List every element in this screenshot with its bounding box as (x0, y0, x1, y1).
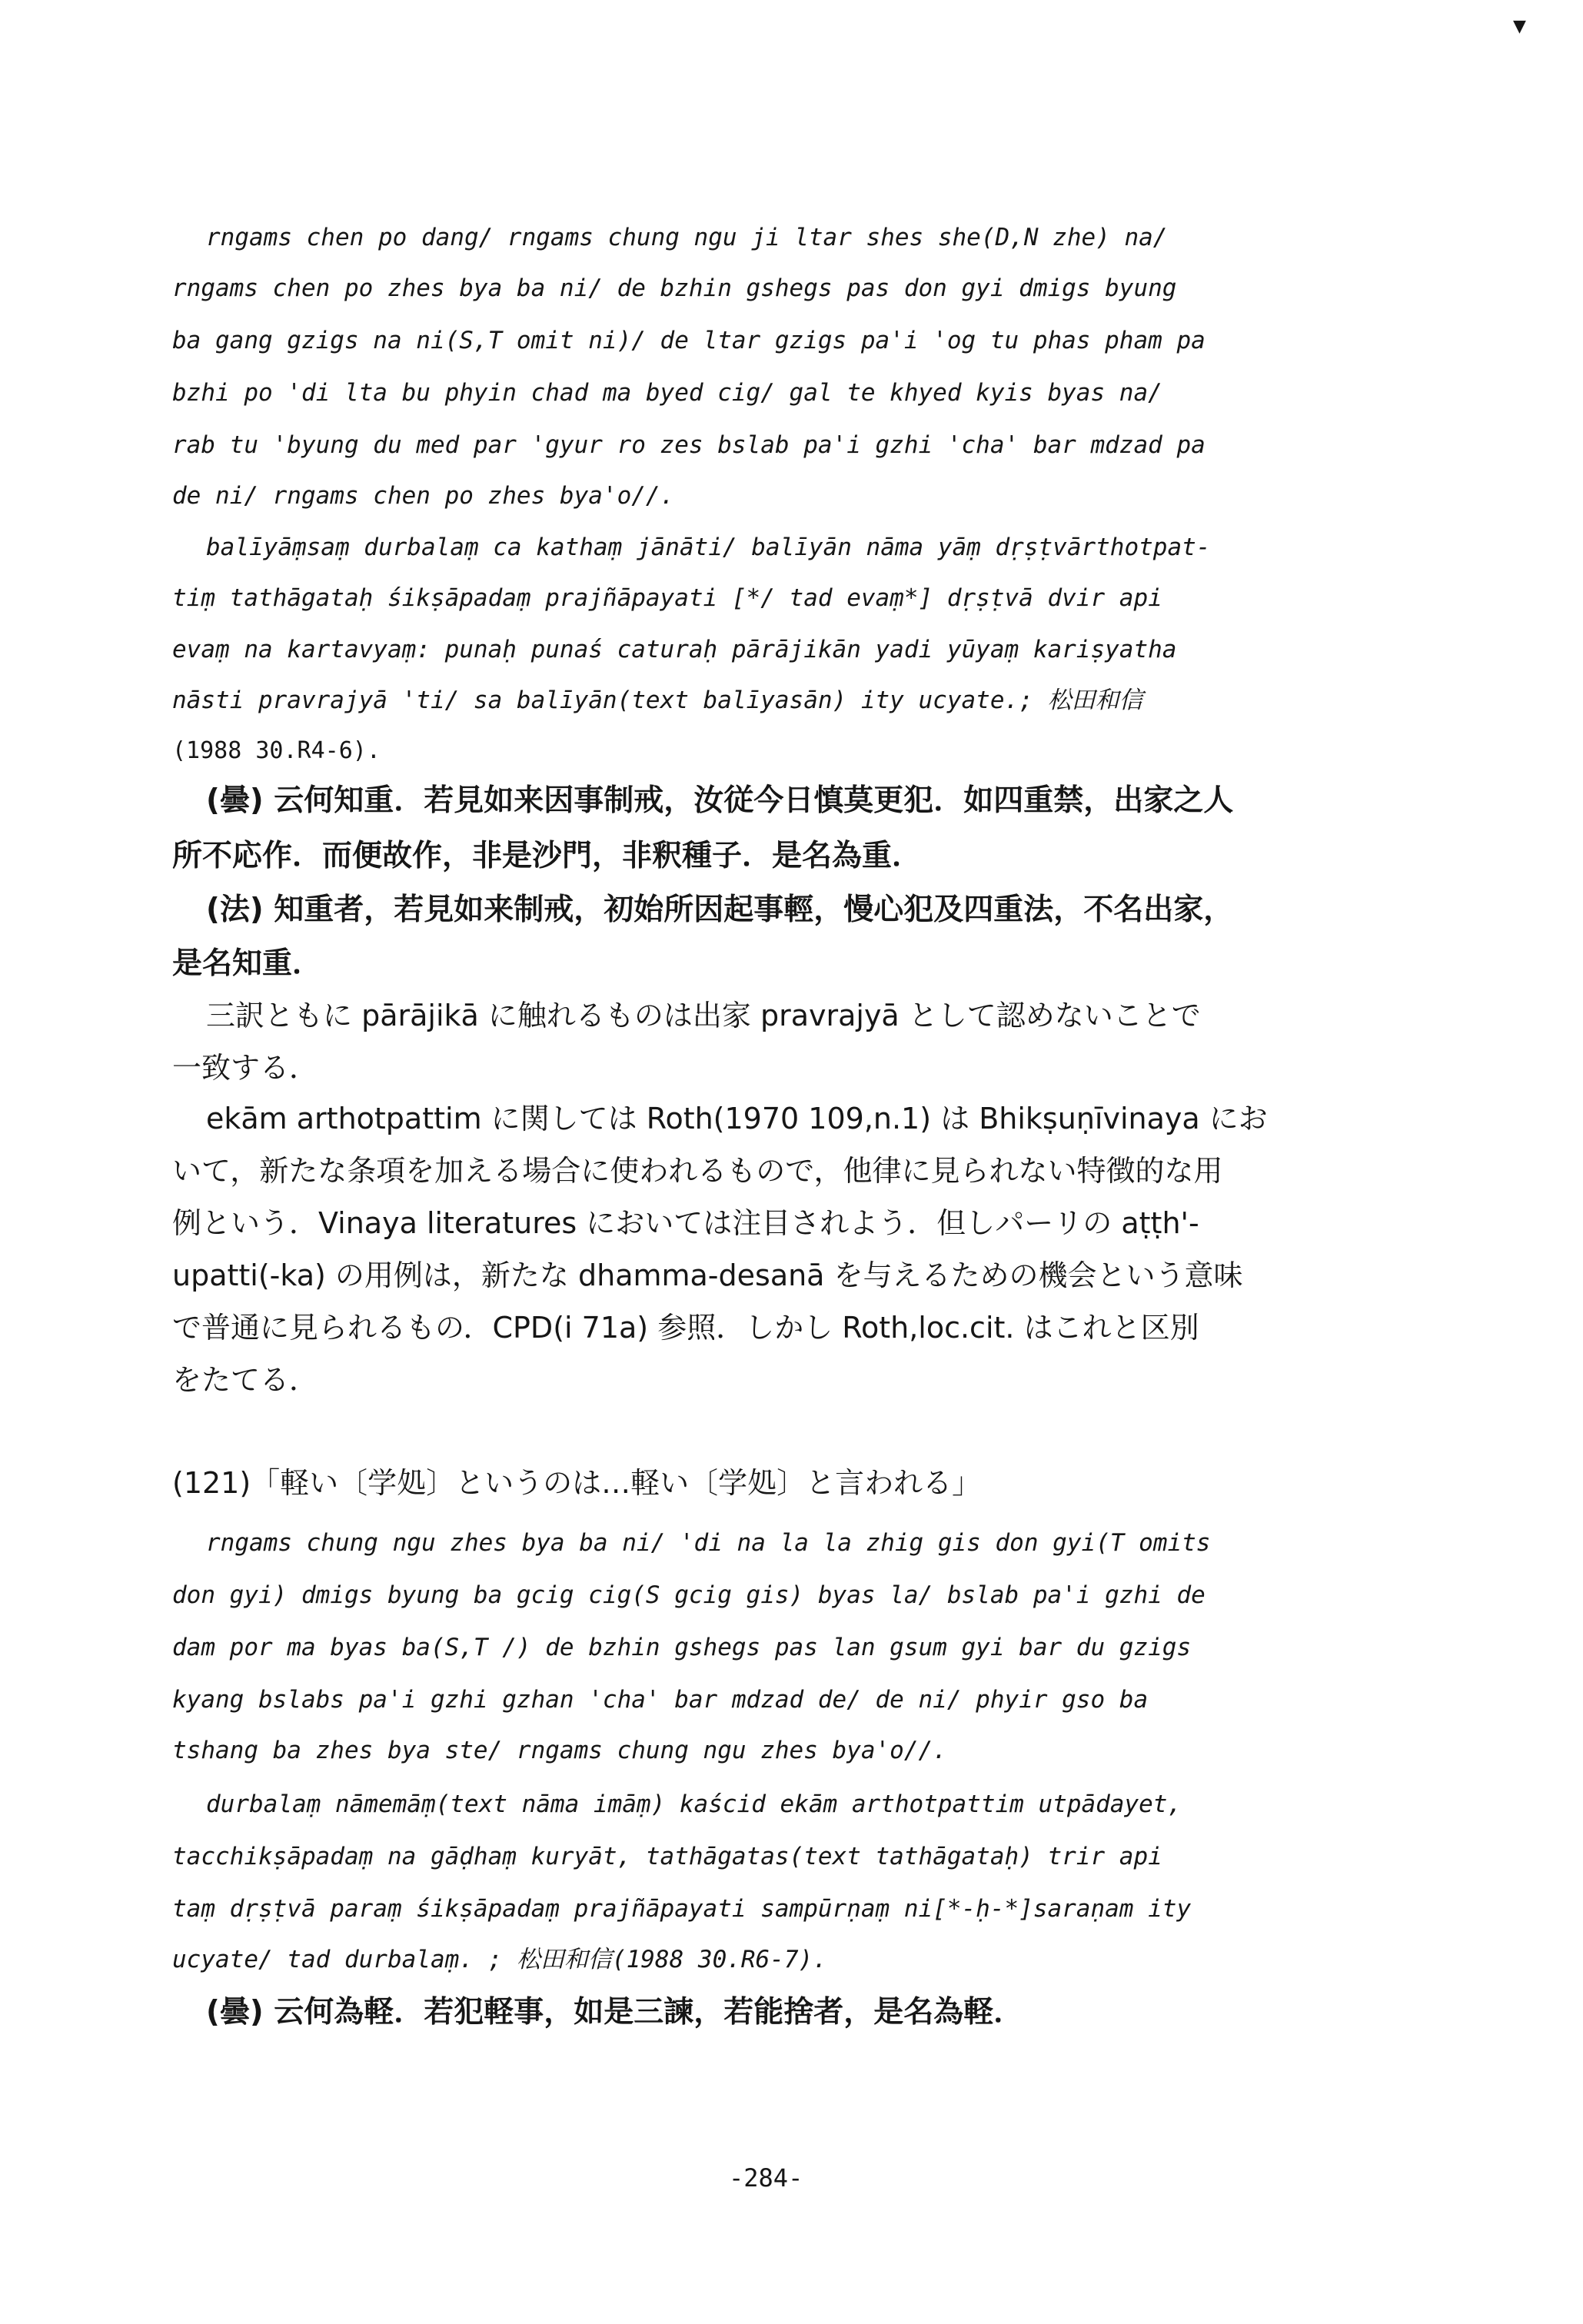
corner-mark: ▼ (1513, 17, 1526, 36)
japanese-line: で普通に見られるもの．CPD(i 71a) 参照．しかし Roth,loc.cit. はこれと区別 (172, 1311, 1199, 1345)
sanskrit-line: taṃ dṛṣṭvā paraṃ śikṣāpadaṃ prajñāpayati sampūrṇaṃ ni[*-ḥ-*]saraṇam ity (172, 1895, 1192, 1923)
tibetan-line: ba gang gzigs na ni(S,T omit ni)/ de ltar gzigs pa'i 'og tu phas pham pa (172, 327, 1206, 354)
tibetan-line: don gyi) dmigs byung ba gcig cig(S gcig gis) byas la/ bslab pa'i gzhi de (172, 1581, 1206, 1609)
chinese-line: (法) 知重者，若見如来制戒，初始所因起事輕，慢心犯及四重法，不名出家， (206, 893, 1234, 927)
sanskrit-line: ucyate/ tad durbalaṃ. ; 松田和信(1988 30.R6-7). (172, 1946, 827, 1973)
japanese-line: いて，新たな条項を加える場合に使われるもので，他律に見られない特徴的な用 (172, 1154, 1223, 1188)
tibetan-line: rngams chen po zhes bya ba ni/ de bzhin gshegs pas don gyi dmigs byung (172, 274, 1177, 302)
sanskrit-line: tiṃ tathāgataḥ śikṣāpadaṃ prajñāpayati [*/ tad evaṃ*] dṛṣṭvā dvir api (172, 584, 1162, 612)
chinese-line: 是名知重． (172, 946, 323, 981)
japanese-line: をたてる． (172, 1363, 319, 1397)
japanese-line: 例という．Vinaya literatures においては注目されよう．但しパーリの aṭṭh'- (172, 1206, 1199, 1240)
tibetan-line: rngams chen po dang/ rngams chung ngu ji ltar shes she(D,N zhe) na/ (206, 224, 1168, 251)
sanskrit-line: nāsti pravrajyā 'ti/ sa balīyān(text balīyasān) ity ucyate.; 松田和信 (172, 687, 1143, 714)
tibetan-line: rab tu 'byung du med par 'gyur ro zes bslab pa'i gzhi 'cha' bar mdzad pa (172, 431, 1206, 459)
tibetan-line: dam por ma byas ba(S,T /) de bzhin gshegs pas lan gsum gyi bar du gzigs (172, 1634, 1192, 1661)
chinese-line: 所不応作．而便故作，非是沙門，非釈種子．是名為重． (172, 839, 923, 873)
tibetan-line: rngams chung ngu zhes bya ba ni/ 'di na la la zhig gis don gyi(T omits (206, 1529, 1211, 1557)
tibetan-line: bzhi po 'di lta bu phyin chad ma byed cig/ gal te khyed kyis byas na/ (172, 379, 1162, 407)
page-number: -284- (729, 2163, 803, 2193)
tibetan-line: de ni/ rngams chen po zhes bya'o//. (172, 482, 675, 510)
japanese-line: 三訳ともに pārājikā に触れるものは出家 pravrajyā として認めないことで (206, 999, 1201, 1032)
citation-line: (1988 30.R4-6). (172, 737, 381, 764)
sanskrit-line: tacchikṣāpadaṃ na gāḍhaṃ kuryāt, tathāgatas(text tathāgataḥ) trir api (172, 1843, 1162, 1870)
chinese-line: (曇) 云何知重．若見如来因事制戒，汝従今日慎莫更犯．如四重禁，出家之人 (206, 783, 1234, 818)
tibetan-line: kyang bslabs pa'i gzhi gzhan 'cha' bar mdzad de/ de ni/ phyir gso ba (172, 1686, 1149, 1714)
sanskrit-line: evaṃ na kartavyaṃ: punaḥ punaś caturaḥ pārājikān yadi yūyaṃ kariṣyatha (172, 636, 1177, 663)
sanskrit-line: durbalaṃ nāmemāṃ(text nāma imāṃ) kaścid ekām arthotpattim utpādayet, (206, 1790, 1182, 1818)
japanese-line: ekām arthotpattim に関しては Roth(1970 109,n.1) は Bhikṣuṇīvinaya にお (206, 1102, 1268, 1135)
section-heading: (121)「軽い〔学処〕というのは…軽い〔学処〕と言われる」 (172, 1466, 982, 1500)
tibetan-line: tshang ba zhes bya ste/ rngams chung ngu zhes bya'o//. (172, 1737, 947, 1764)
japanese-line: 一致する． (172, 1051, 319, 1085)
sanskrit-line: balīyāṃsaṃ durbalaṃ ca kathaṃ jānāti/ balīyān nāma yāṃ dṛṣṭvārthotpat- (206, 534, 1211, 561)
chinese-line: (曇) 云何為軽．若犯軽事，如是三諫，若能捨者，是名為軽． (206, 1995, 1024, 2030)
japanese-line: upatti(-ka) の用例は，新たな dhamma-desanā を与えるための機会という意味 (172, 1258, 1243, 1292)
